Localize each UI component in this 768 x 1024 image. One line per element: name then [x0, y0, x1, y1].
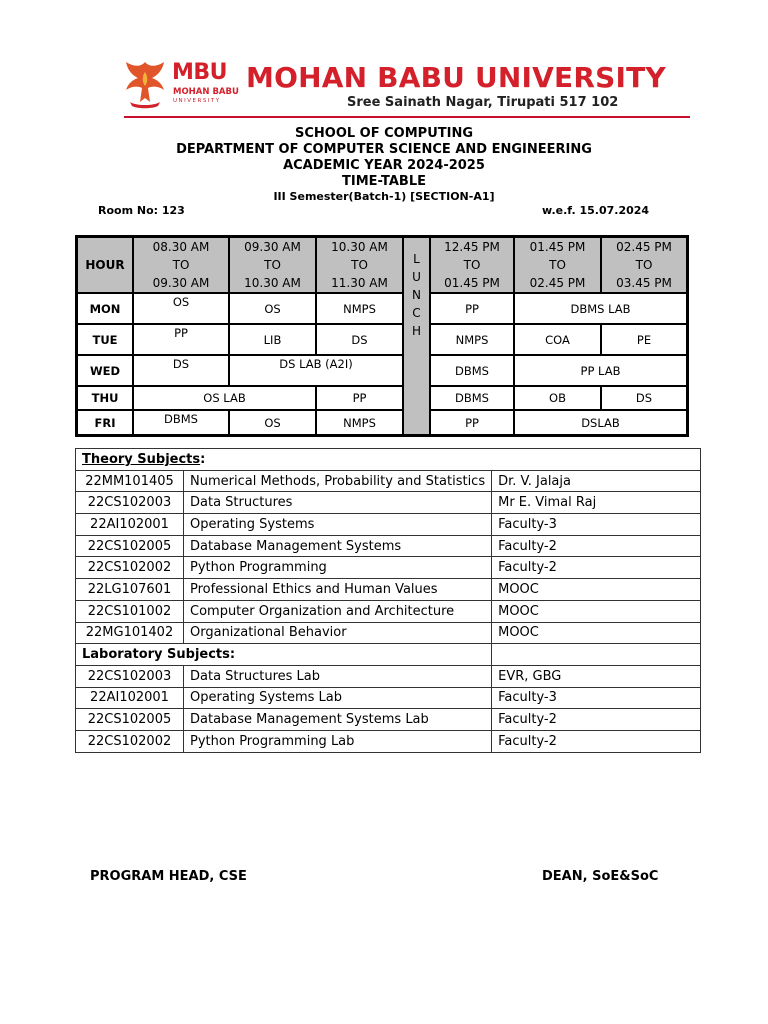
timetable-cell: DBMS: [430, 355, 514, 386]
subject-code: 22MM101405: [76, 470, 184, 492]
subject-faculty: MOOC: [492, 579, 701, 601]
timetable-row-tue: [77, 324, 687, 355]
subject-name: Database Management Systems: [184, 535, 492, 557]
university-logo: [122, 58, 238, 110]
subject-row: [76, 535, 701, 557]
timetable-cell: OS: [229, 410, 316, 435]
subject-row: [76, 709, 701, 731]
slot-2-header: 09.30 AM TO 10.30 AM: [229, 237, 316, 293]
slot-4-header: 12.45 PM TO 01.45 PM: [430, 237, 514, 293]
day-label: THU: [77, 386, 133, 410]
timetable-cell: PP: [316, 386, 403, 410]
theory-subjects-heading: Theory Subjects:: [76, 449, 701, 471]
timetable-cell: OS: [229, 293, 316, 324]
logo-subtitle: MOHAN BABU: [173, 87, 239, 97]
timetable-row-mon: [77, 293, 687, 324]
subject-row: [76, 557, 701, 579]
phoenix-emblem-icon: [122, 58, 168, 110]
subject-name: Professional Ethics and Human Values: [184, 579, 492, 601]
subject-faculty: Faculty-3: [492, 514, 701, 536]
timetable-cell: DS: [316, 324, 403, 355]
timetable-cell: NMPS: [316, 293, 403, 324]
subject-faculty: MOOC: [492, 622, 701, 644]
subject-name: Python Programming Lab: [184, 730, 492, 752]
subject-faculty: Mr E. Vimal Raj: [492, 492, 701, 514]
subject-faculty: Faculty-3: [492, 687, 701, 709]
subject-row: [76, 622, 701, 644]
timetable-row-thu: [77, 386, 687, 410]
timetable-cell: NMPS: [316, 410, 403, 435]
subject-code: 22CS102002: [76, 557, 184, 579]
timetable-cell: DSLAB: [514, 410, 687, 435]
semester-section: III Semester(Batch-1) [SECTION-A1]: [273, 190, 495, 203]
day-label: MON: [77, 293, 133, 324]
logo-mark-text: MBU: [172, 60, 228, 85]
subject-row: [76, 492, 701, 514]
subject-faculty: Faculty-2: [492, 535, 701, 557]
timetable-cell: DS: [601, 386, 687, 410]
subject-row: [76, 579, 701, 601]
timetable-cell: PP: [430, 293, 514, 324]
timetable-cell: PE: [601, 324, 687, 355]
timetable-cell: DS: [133, 355, 229, 386]
lab-heading-row: [76, 644, 701, 666]
timetable-cell: OS: [133, 293, 229, 324]
subject-name: Operating Systems: [184, 514, 492, 536]
academic-year: ACADEMIC YEAR 2024-2025: [283, 158, 485, 173]
subject-name: Organizational Behavior: [184, 622, 492, 644]
subject-code: 22CS102002: [76, 730, 184, 752]
timetable-cell: OB: [514, 386, 601, 410]
timetable-cell: COA: [514, 324, 601, 355]
subject-faculty: EVR, GBG: [492, 665, 701, 687]
timetable-cell: OS LAB: [133, 386, 316, 410]
subject-row: [76, 687, 701, 709]
subject-code: 22LG107601: [76, 579, 184, 601]
subject-faculty: Faculty-2: [492, 709, 701, 731]
lunch-column: L U N C H: [403, 237, 430, 435]
subject-row: [76, 665, 701, 687]
slot-3-header: 10.30 AM TO 11.30 AM: [316, 237, 403, 293]
timetable-cell: DBMS: [133, 410, 229, 435]
day-label: WED: [77, 355, 133, 386]
letterhead: [0, 0, 768, 124]
timetable-cell: PP LAB: [514, 355, 687, 386]
slot-5-header: 01.45 PM TO 02.45 PM: [514, 237, 601, 293]
timetable-cell: NMPS: [430, 324, 514, 355]
subject-name: Computer Organization and Architecture: [184, 600, 492, 622]
day-label: TUE: [77, 324, 133, 355]
timetable-cell: PP: [430, 410, 514, 435]
timetable-row-fri: [77, 410, 687, 435]
hour-label: HOUR: [77, 237, 133, 293]
university-address: Sree Sainath Nagar, Tirupati 517 102: [347, 95, 619, 110]
subject-code: 22CS102003: [76, 665, 184, 687]
subject-row: [76, 470, 701, 492]
timetable-cell: PP: [133, 324, 229, 355]
subject-faculty: Faculty-2: [492, 730, 701, 752]
university-name: MOHAN BABU UNIVERSITY: [246, 61, 666, 94]
timetable: [75, 235, 689, 437]
document-titles: [0, 126, 768, 204]
department-name: DEPARTMENT OF COMPUTER SCIENCE AND ENGINEERING: [176, 142, 592, 157]
dean-signature: DEAN, SoE&SoC: [542, 869, 659, 884]
subject-name: Data Structures: [184, 492, 492, 514]
subject-code: 22MG101402: [76, 622, 184, 644]
subjects-table: [75, 448, 701, 753]
theory-heading-row: [76, 449, 701, 471]
subject-code: 22CS102003: [76, 492, 184, 514]
timetable-row-wed: [77, 355, 687, 386]
subject-code: 22CS101002: [76, 600, 184, 622]
timetable-cell: DBMS: [430, 386, 514, 410]
timetable-cell: DBMS LAB: [514, 293, 687, 324]
subject-name: Numerical Methods, Probability and Statistics: [184, 470, 492, 492]
effective-date: w.e.f. 15.07.2024: [542, 204, 650, 217]
room-number: Room No: 123: [98, 204, 185, 217]
school-name: SCHOOL OF COMPUTING: [294, 126, 474, 141]
subject-row: [76, 514, 701, 536]
subject-name: Operating Systems Lab: [184, 687, 492, 709]
header-divider: [124, 116, 690, 118]
day-label: FRI: [77, 410, 133, 435]
subject-faculty: Faculty-2: [492, 557, 701, 579]
subject-code: 22AI102001: [76, 687, 184, 709]
subject-code: 22CS102005: [76, 709, 184, 731]
subject-name: Python Programming: [184, 557, 492, 579]
lab-heading-blank: [492, 644, 701, 666]
subject-code: 22AI102001: [76, 514, 184, 536]
subject-name: Database Management Systems Lab: [184, 709, 492, 731]
subject-faculty: Dr. V. Jalaja: [492, 470, 701, 492]
program-head-signature: PROGRAM HEAD, CSE: [90, 869, 247, 884]
subject-row: [76, 730, 701, 752]
subject-row: [76, 600, 701, 622]
timetable-header-row: [77, 237, 687, 293]
slot-1-header: 08.30 AM TO 09.30 AM: [133, 237, 229, 293]
slot-6-header: 02.45 PM TO 03.45 PM: [601, 237, 687, 293]
logo-subtitle-small: UNIVERSITY: [173, 98, 221, 104]
timetable-cell: LIB: [229, 324, 316, 355]
subject-name: Data Structures Lab: [184, 665, 492, 687]
timetable-cell: DS LAB (A2I): [229, 355, 403, 386]
lab-subjects-heading: Laboratory Subjects:: [76, 644, 492, 666]
subject-faculty: MOOC: [492, 600, 701, 622]
document-title: TIME-TABLE: [342, 174, 426, 189]
subject-code: 22CS102005: [76, 535, 184, 557]
